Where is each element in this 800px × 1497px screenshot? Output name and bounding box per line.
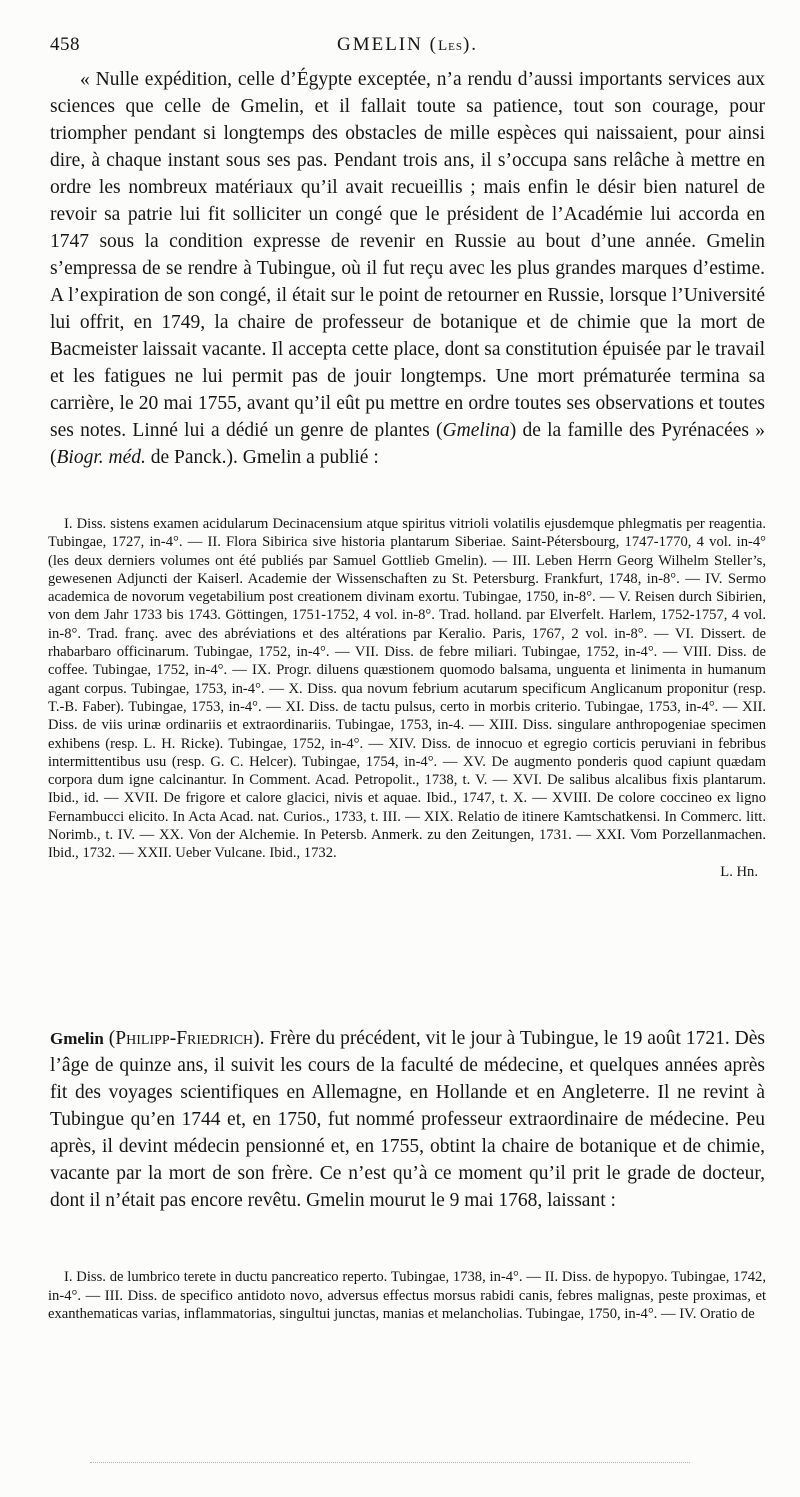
source-citation: Biogr. méd.: [56, 447, 146, 468]
paragraph-text: [50, 66, 765, 471]
paragraph-end: de Panck.). Gmelin a publié :: [145, 447, 379, 468]
author-initials: L. Hn.: [720, 863, 758, 880]
entry-headword: Gmelin: [50, 1029, 104, 1048]
bibliography-text: I. Diss. sistens examen acidularum Decinacensium atque spiritus vitrioli volatilis ejusdemque phlegmatis per reagentia. Tubingae, 1727, in-4°. — II. Flora Sibirica sive historia plantarum Siberiae. Saint-Pétersbourg, 1747-1770, 4 vol. in-4° (les deux derniers volumes ont été publiés par Samuel Gottlieb Gmelin). — III. Leben Herrn Georg Wilhelm Steller’s, gewesenen Adjuncti der Kaiserl. Academie der Wissenschaften zu St. Petersburg. Frankfurt, 1748, in-8°. — IV. Sermo academica de novorum vegetabilium post creationem divinam exortu. Tubingae, 1750, in-8°. — V. Reisen durch Sibirien, von dem Jahr 1733 bis 1743. Göttingen, 1751-1752, 4 vol. in-8°. Trad. holland. par Elverfelt. Harlem, 1752-1757, 4 vol. in-8°. Trad. franç. avec des abréviations et des altérations par Keralio. Paris, 1767, 2 vol. in-8°. — VI. Dissert. de rhabarbaro officinarum. Tubingae, 1752, in-4°. — VII. Diss. de febre miliari. Tubingae, 1752, in-4°. — VIII. Diss. de coffee. Tubingae, 1752, in-4°. — IX. Progr. diluens quæstionem quomodo balsama, unguenta et linimenta in humanum agant corpus. Tubingae, 1753, in-4°. — X. Diss. qua novum febrium acutarum specificum Anglicanum proponitur (resp. T.-B. Faber). Tubingae, 1753, in-4°. — XI. Diss. de tactu pulsus, certo in morbis criterio. Tubingae, 1753, in-4°. — XII. Diss. de viis urinæ ordinariis et extraordinariis. Tubingae, 1753, in-4. — XIII. Diss. singulare anthropogeniae specimen exhibens (resp. L. H. Ricke). Tubingae, 1752, in-4°. — XIV. Diss. de innocuo et egregio corticis peruviani in febribus intermittentibus usu (resp. G. C. Helcer). Tubingae, 1754, in-4°. — XV. De augmento ponderis quod capiunt quædam corpora dum igne calcinantur. In Comment. Acad. Petropolit., 1738, t. V. — XVI. De salibus alcalibus fixis plantarum. Ibid., id. — XVII. De frigore et calore glacici, nivis et aquae. Ibid., 1747, t. X. — XVIII. De colore coccineo ex ligno Fernambucci elicito. In Acta Acad. nat. Curios., 1733, t. III. — XIX. Relatio de itinere Kamtschatkensi. In Commerc. litt. Norimb., t. IV. — XX. Von der Alchemie. In Petersb. Anmerk. zu den Zeitungen, 1731. — XXI. Vom Porzellanmachen. Ibid., 1732. — XXII. Ueber Vulcane. Ibid., 1732.: [48, 516, 766, 862]
running-head-name: GMELIN (: [336, 34, 438, 55]
page-number: 458: [50, 34, 80, 55]
bibliography-text-2: I. Diss. de lumbrico terete in ductu pancreatico reperto. Tubingae, 1738, in-4°. — II. Diss. de hypopyo. Tubingae, 1742, in-4°. — III. Diss. de specifico antidoto novo, adversus effectus morsus rabidi canis, febres malignas, peste proximas, et exanthematicas varias, inflammatorias, singultui junctas, manias et melancholias. Tubingae, 1750, in-4°. — IV. Oratio de: [48, 1269, 766, 1323]
entry-text: [50, 1025, 765, 1214]
running-head-close: ).: [462, 34, 479, 55]
paragraph-continuation: ) de la famille des Pyrénacées » (: [50, 420, 765, 468]
genus-name: Gmelina: [442, 420, 510, 441]
page-header: [50, 34, 765, 64]
running-head-smallcaps: Les: [437, 38, 463, 54]
entry-philipp-friedrich: [50, 1025, 765, 1214]
paragraph-body: « Nulle expédition, celle d’Égypte exceptée, n’a rendu d’aussi importants services aux sciences que celle de Gmelin, et il fallait toute sa patience, tout son courage, pour triompher pendant si longtemps des obstacles de mille espèces qui naissaient, pour ainsi dire, à chaque instant sous ses pas. Pendant trois ans, il s’occupa sans relâche à mettre en ordre les nombreux matériaux qu’il avait recueillis ; mais enfin le désir bien naturel de revoir sa patrie lui fit solliciter un congé que le président de l’Académie lui accorda en 1747 sous la condition expresse de revenir en Russie au bout d’une année. Gmelin s’empressa de se rendre à Tubingue, où il fut reçu avec les plus grandes marques d’estime. A l’expiration de son congé, il était sur le point de retourner en Russie, lorsque l’Université lui offrit, en 1749, la chaire de professeur de botanique et de chimie que la mort de Bacmeister laissait vacante. Il accepta cette place, dont sa constitution épuisée par le travail et les fatigues ne lui permit pas de jouir longtemps. Une mort prématurée termina sa carrière, le 20 mai 1755, avant qu’il eût pu mettre en ordre toutes ses observations et toutes ses notes. Linné lui a dédié un genre de plantes (: [50, 69, 765, 441]
footer-dotted-rule: [90, 1462, 690, 1463]
entry-name: (Philipp-Friedrich).: [103, 1028, 265, 1049]
bibliography-list-1: [48, 515, 766, 881]
entry-body: Frère du précédent, vit le jour à Tubingue, le 19 août 1721. Dès l’âge de quinze ans, il suivit les cours de la faculté de médecine, et quelques années après fit des voyages scientifiques en Allemagne, en Hollande et en Angleterre. Il ne revint à Tubingue qu’en 1744 et, en 1750, fut nommé professeur extraordinaire de médecine. Peu après, il devint médecin pensionné et, en 1755, obtint la chaire de botanique et de chimie, vacante par la mort de son frère. Ce n’est qu’à ce moment qu’il prit le grade de docteur, dont il n’était pas encore revêtu. Gmelin mourut le 9 mai 1768, laissant :: [50, 1028, 765, 1211]
running-head: [50, 34, 765, 56]
main-paragraph: [50, 66, 765, 471]
bibliography-list-2: [48, 1268, 766, 1324]
